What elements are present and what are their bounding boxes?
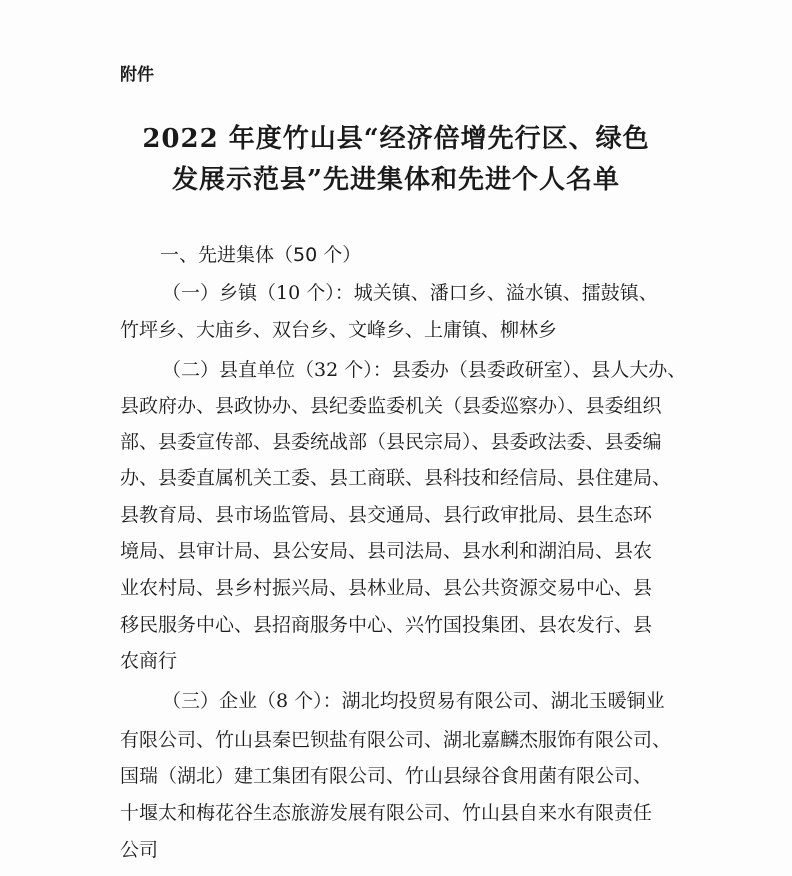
- paragraph-towns-line: （一）乡镇（10 个）：城关镇、潘口乡、溢水镇、擂鼓镇、: [162, 282, 658, 304]
- paragraph-county-units-line: 境局、县审计局、县公安局、县司法局、县水利和湖泊局、县农: [120, 540, 653, 562]
- paragraph-enterprises-line: 有限公司、竹山县秦巴钡盐有限公司、湖北嘉麟杰服饰有限公司、: [120, 729, 672, 751]
- paragraph-enterprises-line: （三）企业（8 个）：湖北均投贸易有限公司、湖北玉暖铜业: [162, 690, 665, 712]
- paragraph-county-units-line: 办、县委直属机关工委、县工商联、县科技和经信局、县住建局、: [120, 467, 672, 489]
- section-heading-advanced-collectives: 一、先进集体（50 个）: [160, 244, 362, 266]
- paragraph-enterprises-line: 国瑞（湖北）建工集团有限公司、竹山县绿谷食用菌有限公司、: [120, 765, 653, 787]
- paragraph-towns-line: 竹坪乡、大庙乡、双台乡、文峰乡、上庸镇、柳林乡: [120, 319, 558, 341]
- paragraph-county-units-line: 县教育局、县市场监管局、县交通局、县行政审批局、县生态环: [120, 504, 653, 526]
- paragraph-enterprises-line: 十堰太和梅花谷生态旅游发展有限公司、竹山县自来水有限责任: [120, 802, 653, 824]
- document-title-line-2: 发展示范县”先进集体和先进个人名单: [172, 165, 620, 195]
- paragraph-county-units-line: 农商行: [120, 650, 178, 672]
- paragraph-enterprises-line: 公司: [120, 839, 159, 861]
- paragraph-county-units-line: 业农村局、县乡村振兴局、县林业局、县公共资源交易中心、县: [120, 577, 653, 599]
- paragraph-county-units-line: 移民服务中心、县招商服务中心、兴竹国投集团、县农发行、县: [120, 614, 653, 636]
- paragraph-county-units-line: 县政府办、县政协办、县纪委监委机关（县委巡察办）、县委组织: [120, 395, 662, 417]
- document-title-line-1: 2022 年度竹山县“经济倍增先行区、绿色: [142, 124, 650, 154]
- paragraph-county-units-line: 部、县委宣传部、县委统战部（县民宗局）、县委政法委、县委编: [120, 431, 662, 453]
- paragraph-county-units-line: （二）县直单位（32 个）：县委办（县委政研室）、县人大办、: [162, 359, 687, 381]
- attachment-label: 附件: [120, 65, 154, 85]
